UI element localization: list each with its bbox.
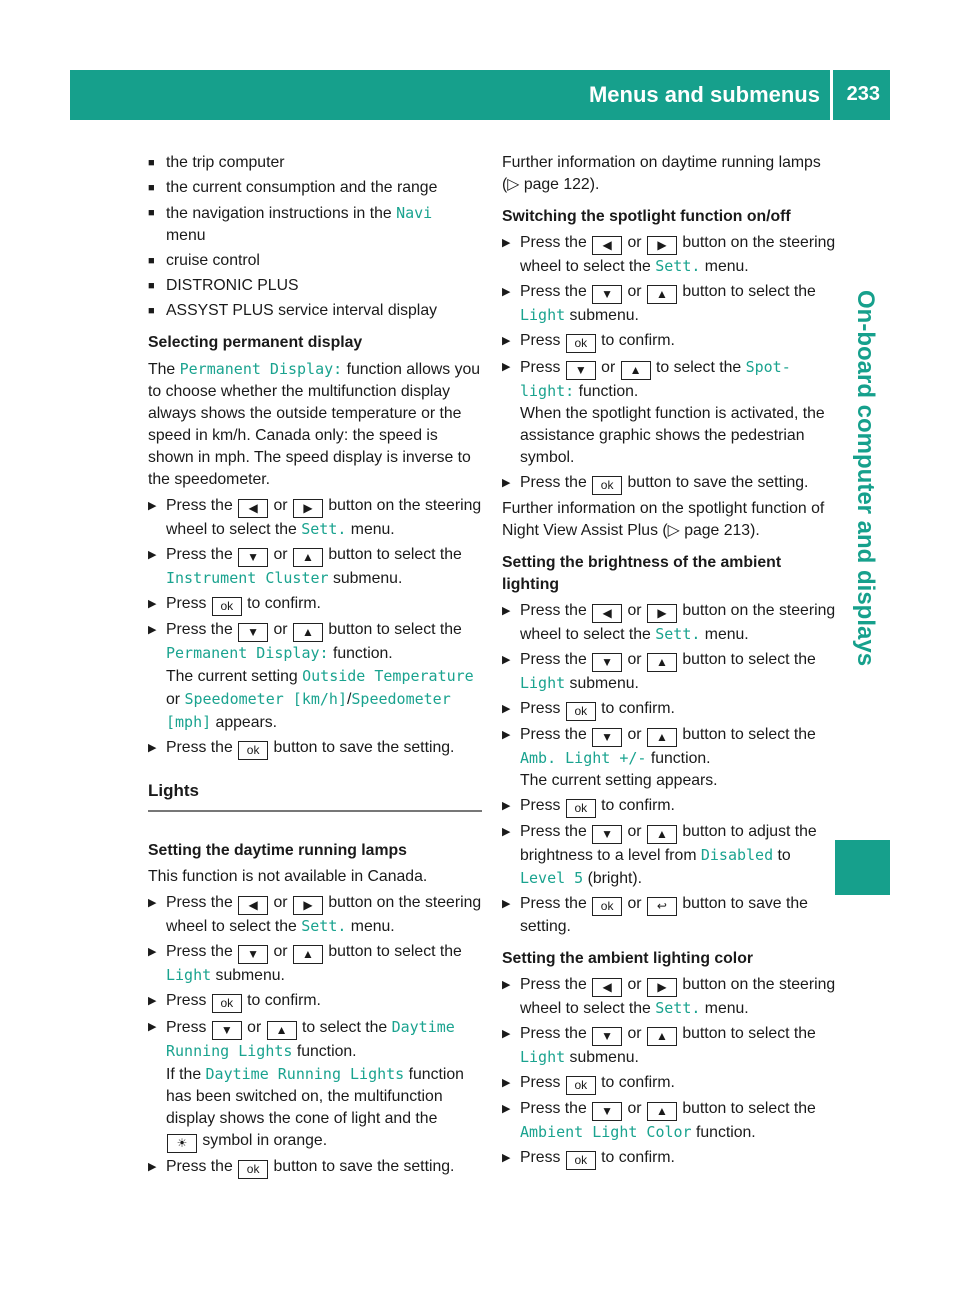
step: ▶ Press the ▼ or ▲ button to select the Light submenu. [502,281,836,327]
step: ▶ Press the ◀ or ▶ button on the steering wheel to select the Sett. menu. [148,892,482,938]
page-number: 233 [846,83,880,105]
subheading: Setting the brightness of the ambient lighting [502,554,782,593]
step: ▶ Press the ▼ or ▲ button to select the Light submenu. [502,1023,836,1069]
ref-icon: ▷ [507,176,520,193]
paragraph: Further information on the spotlight function of Night View Assist Plus (▷ page 213). [502,500,825,539]
subheading: Selecting permanent display [148,334,363,351]
step: ▶ Press ▼ or ▲ to select the Daytime Running Lights function. If the Daytime Running Lights function has been switched on, the multifunction display shows the cone of light and the ☀ symbol in orange. [148,1016,482,1153]
step: ▶ Press the ▼ or ▲ button to select the Instrument Cluster submenu. [148,544,482,590]
step: ▶ Press ok to confirm. [502,1147,836,1170]
step: ▶ Press the ▼ or ▲ button to select the Light submenu. [502,649,836,695]
step: ▶ Press the ◀ or ▶ button on the steering wheel to select the Sett. menu. [502,600,836,646]
list-item: ■ cruise control [148,250,482,272]
step: ▶ Press ok to confirm. [502,1072,836,1095]
page-header [70,70,890,120]
step: ▶ Press the ok button to save the setting. [148,1156,482,1179]
step: ▶ Press ok to confirm. [502,698,836,721]
list-item: ■ the trip computer [148,152,482,174]
ref-icon: ▷ [667,522,680,539]
subheading: Setting the daytime running lamps [148,842,407,859]
right-column [502,152,836,1173]
sun-icon: ☀ [167,1134,197,1153]
section-heading: Lights [148,780,482,812]
sidebar [835,120,890,820]
step: ▶ Press ok to confirm. [502,795,836,818]
step: ▶ Press the ok or ↩ button to save the setting. [502,893,836,938]
header-divider [830,70,833,120]
list-item: ■ the navigation instructions in the Navi menu [148,202,482,247]
step: ▶ Press the ▼ or ▲ button to select the Amb. Light +/- function. The current setting appears. [502,724,836,792]
subheading: Setting the ambient lighting color [502,950,753,967]
step: ▶ Press the ◀ or ▶ button on the steering wheel to select the Sett. menu. [148,495,482,541]
step: ▶ Press the ▼ or ▲ button to adjust the brightness to a level from Disabled to Level 5 (bright). [502,821,836,890]
step: ▶ Press ok to confirm. [502,330,836,353]
subheading: Switching the spotlight function on/off [502,208,791,225]
list-item: ■ the current consumption and the range [148,177,482,199]
paragraph: Further information on daytime running lamps (▷ page 122). [502,154,821,193]
section-tab-label: On-board computer and displays [852,290,879,667]
list-item: ■ DISTRONIC PLUS [148,275,482,297]
list-item: ■ ASSYST PLUS service interval display [148,300,482,322]
step: ▶ Press the ▼ or ▲ button to select the Light submenu. [148,941,482,987]
step: ▶ Press ok to confirm. [148,593,482,616]
step: ▶ Press the ◀ or ▶ button on the steering wheel to select the Sett. menu. [502,974,836,1020]
step: ▶ Press ▼ or ▲ to select the Spot‐light: function. When the spotlight function is activated, the assistance graphic shows the pedestrian symbol. [502,356,836,469]
step: ▶ Press ok to confirm. [148,990,482,1013]
left-column [148,152,482,1182]
back-icon: ↩ [647,897,677,916]
step: ▶ Press the ok button to save the setting. [148,737,482,760]
step: ▶ Press the ◀ or ▶ button on the steering wheel to select the Sett. menu. [502,232,836,278]
step: ▶ Press the ▼ or ▲ button to select the Permanent Display: function. The current setting Outside Temperature or Speedometer [km/h]/Speedometer [mph] appears. [148,619,482,734]
step: ▶ Press the ok button to save the setting. [502,472,836,495]
thumb-tab [835,840,890,895]
step: ▶ Press the ▼ or ▲ button to select the Ambient Light Color function. [502,1098,836,1144]
paragraph: This function is not available in Canada. [148,868,428,885]
paragraph: The Permanent Display: function allows you to choose whether the multifunction display always shows the outside temperature or the speed in km/h. Canada only: the speed is shown in mph. The speed display is inverse to the speedometer. [148,360,481,488]
page-title: Menus and submenus [588,82,820,107]
